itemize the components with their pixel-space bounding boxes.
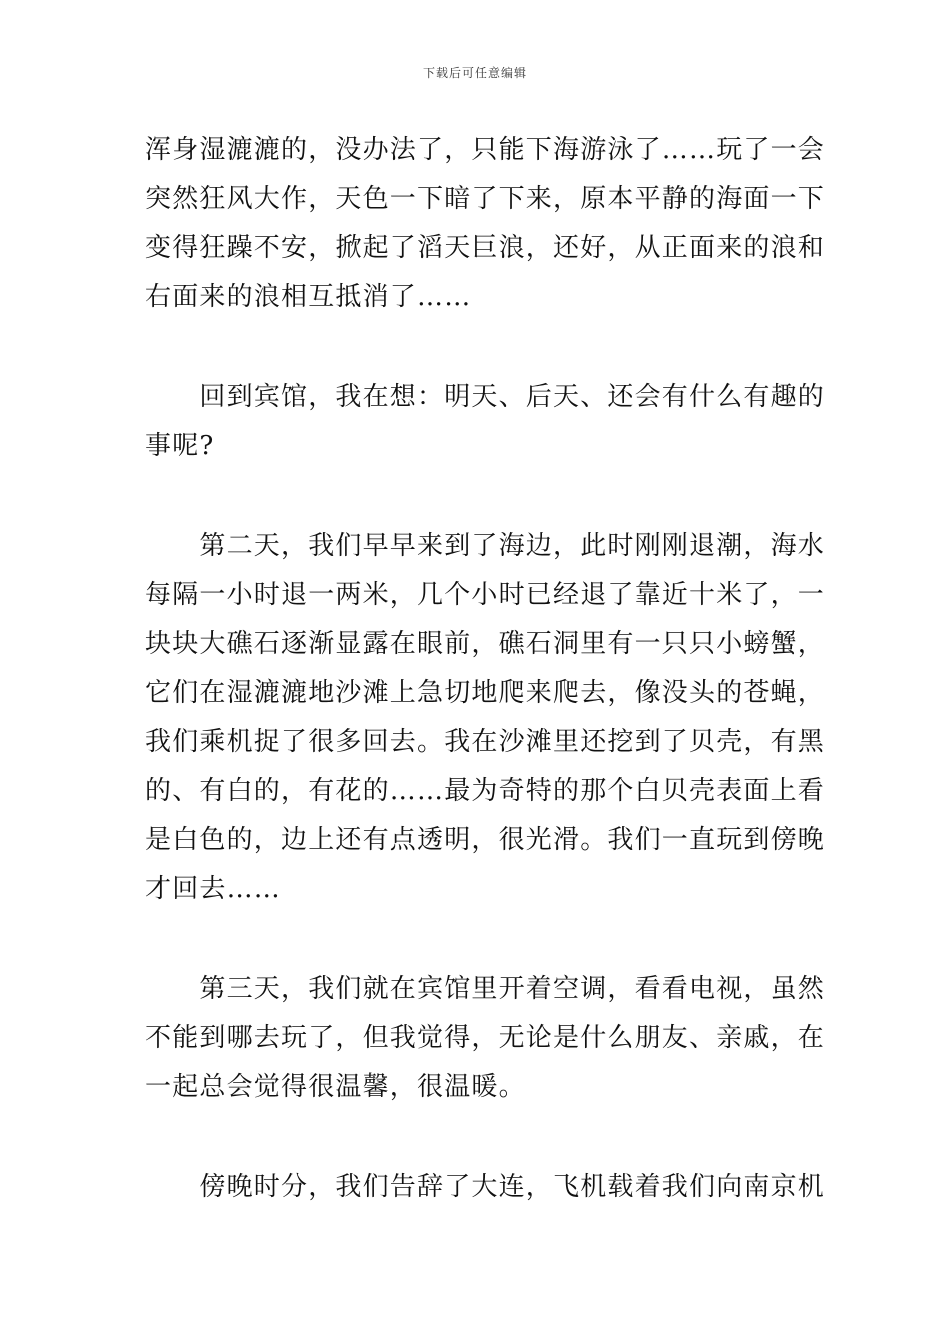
text-line: 才回去…… — [145, 874, 282, 904]
text-line: 是白色的，边上还有点透明，很光滑。我们一直玩到傍晚 — [145, 825, 826, 855]
text-line: 突然狂风大作，天色一下暗了下来，原本平静的海面一下 — [145, 184, 826, 214]
paragraph-gap — [145, 1112, 807, 1163]
text-line: 不能到哪去玩了，但我觉得，无论是什么朋友、亲戚，在 — [145, 1023, 826, 1053]
paragraph-gap — [145, 471, 807, 522]
text-line: 块块大礁石逐渐显露在眼前，礁石洞里有一只只小螃蟹， — [145, 629, 826, 659]
paragraph-3 — [145, 522, 826, 914]
text-line: 事呢? — [145, 431, 215, 461]
text-line: 傍晚时分，我们告辞了大连，飞机载着我们向南京机 — [145, 1172, 826, 1202]
text-line: 它们在湿漉漉地沙滩上急切地爬来爬去，像没头的苍蝇， — [145, 678, 826, 708]
text-line: 每隔一小时退一两米，几个小时已经退了靠近十米了，一 — [145, 580, 826, 610]
paragraph-4 — [145, 965, 826, 1112]
paragraph-5 — [145, 1163, 826, 1212]
text-line: 第三天，我们就在宾馆里开着空调，看看电视，虽然 — [145, 974, 826, 1004]
paragraph-2 — [145, 373, 826, 471]
text-line: 浑身湿漉漉的，没办法了，只能下海游泳了……玩了一会 — [145, 135, 826, 165]
paragraph-gap — [145, 322, 807, 373]
paragraph-gap — [145, 914, 807, 965]
text-line: 我们乘机捉了很多回去。我在沙滩里还挖到了贝壳，有黑 — [145, 727, 826, 757]
text-line: 回到宾馆，我在想：明天、后天、还会有什么有趣的 — [145, 382, 826, 412]
text-line: 第二天，我们早早来到了海边，此时刚刚退潮，海水 — [145, 531, 826, 561]
text-line: 变得狂躁不安，掀起了滔天巨浪，还好，从正面来的浪和 — [145, 233, 826, 263]
paragraph-1 — [145, 126, 826, 322]
text-line: 一起总会觉得很温馨，很温暖。 — [145, 1072, 526, 1102]
text-line: 右面来的浪相互抵消了…… — [145, 282, 472, 312]
text-line: 的、有白的，有花的……最为奇特的那个白贝壳表面上看 — [145, 776, 826, 806]
document-body — [145, 126, 826, 1212]
page-header: 下载后可任意编辑 — [422, 66, 527, 80]
